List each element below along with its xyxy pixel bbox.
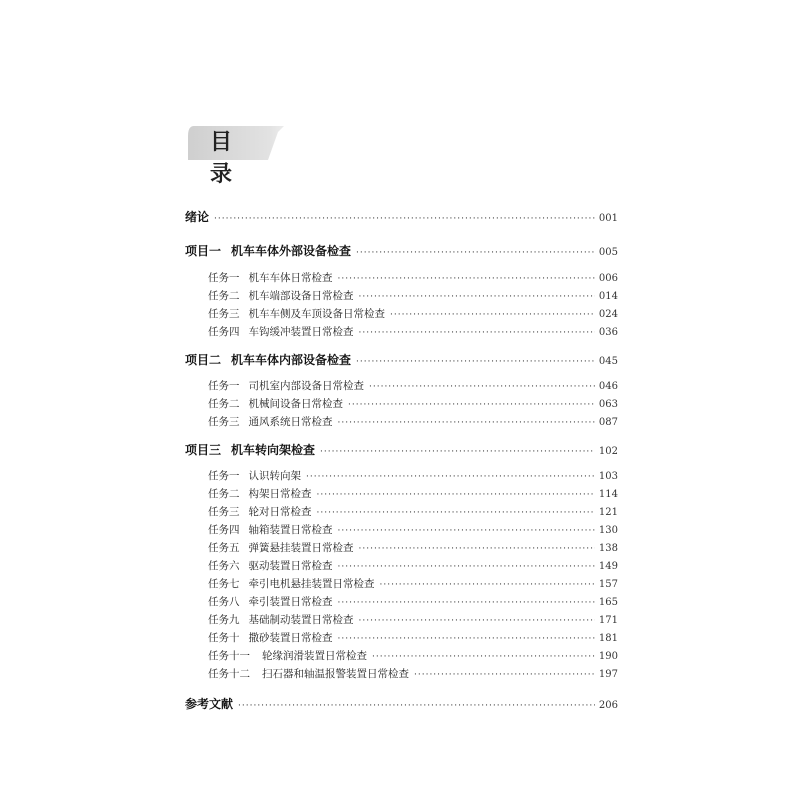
toc-task-entry bbox=[208, 540, 618, 555]
toc-leader-dots bbox=[380, 580, 595, 590]
toc-entry-title: 通风系统日常检查 bbox=[248, 416, 333, 428]
toc-entry-title: 轮对日常检查 bbox=[248, 506, 312, 518]
toc-entry-number: 任务二 bbox=[208, 398, 240, 410]
toc-page-number: 014 bbox=[598, 291, 618, 302]
toc-entry-title: 机车车侧及车顶设备日常检查 bbox=[248, 308, 385, 320]
toc-task-entry bbox=[208, 666, 618, 681]
toc-task-entry bbox=[208, 576, 618, 591]
toc-task-entry bbox=[208, 630, 618, 645]
toc-entry-number: 项目二 bbox=[185, 353, 222, 367]
toc-chapter-entry bbox=[185, 351, 618, 368]
toc-entry-label bbox=[185, 441, 315, 458]
toc-entry-number: 任务五 bbox=[208, 542, 240, 554]
toc-entry-number: 任务六 bbox=[208, 560, 240, 572]
toc-task-entry bbox=[208, 594, 618, 609]
toc-entry-title: 机车端部设备日常检查 bbox=[248, 290, 354, 302]
toc-entry-title: 牵引电机悬挂装置日常检查 bbox=[248, 578, 375, 590]
toc-page-number: 046 bbox=[598, 381, 618, 392]
toc-entry-number: 任务三 bbox=[208, 308, 240, 320]
toc-task-entry bbox=[208, 270, 618, 285]
toc-page-number: 103 bbox=[598, 471, 618, 482]
toc-page-number: 121 bbox=[598, 507, 618, 518]
toc-entry-label bbox=[208, 378, 364, 393]
toc-page-number: 063 bbox=[598, 399, 618, 410]
toc-page-number: 045 bbox=[598, 356, 618, 367]
toc-leader-dots bbox=[359, 616, 595, 626]
toc-entry-label bbox=[208, 468, 301, 483]
toc-entry-title: 牵引装置日常检查 bbox=[248, 596, 333, 608]
toc-task-entry bbox=[208, 648, 618, 663]
toc-entry-label bbox=[208, 504, 312, 519]
toc-entry-label bbox=[208, 288, 354, 303]
toc-leader-dots bbox=[356, 248, 595, 258]
toc-task-entry bbox=[208, 558, 618, 573]
toc-entry-label bbox=[185, 695, 233, 712]
toc-entry-number: 任务一 bbox=[208, 272, 240, 284]
toc-leader-dots bbox=[338, 598, 595, 608]
toc-page-number: 006 bbox=[598, 273, 618, 284]
toc-entry-title: 轴箱装置日常检查 bbox=[248, 524, 333, 536]
toc-page-number: 171 bbox=[598, 615, 618, 626]
toc-page-number: 165 bbox=[598, 597, 618, 608]
toc-task-entry bbox=[208, 288, 618, 303]
toc-entry-label bbox=[185, 208, 209, 225]
toc-task-entry bbox=[208, 522, 618, 537]
toc-leader-dots bbox=[338, 634, 595, 644]
toc-task-entry bbox=[208, 324, 618, 339]
toc-entry-label bbox=[185, 351, 351, 368]
toc-entry-number: 任务十一 bbox=[208, 650, 250, 662]
toc-entry-number: 任务三 bbox=[208, 416, 240, 428]
toc-page-number: 149 bbox=[598, 561, 618, 572]
toc-entry-label bbox=[208, 324, 354, 339]
toc-entry-label bbox=[208, 522, 333, 537]
toc-entry-title: 参考文献 bbox=[185, 697, 234, 711]
toc-entry-label bbox=[208, 486, 312, 501]
toc-entry-number: 任务二 bbox=[208, 488, 240, 500]
toc-page-number: 138 bbox=[598, 543, 618, 554]
toc-leader-dots bbox=[348, 400, 595, 410]
toc-entry-number: 任务九 bbox=[208, 614, 240, 626]
toc-entry-label bbox=[208, 594, 333, 609]
toc-leader-dots bbox=[338, 526, 595, 536]
toc-leader-dots bbox=[214, 214, 595, 224]
toc-entry-title: 机车车体日常检查 bbox=[248, 272, 333, 284]
toc-leader-dots bbox=[359, 544, 595, 554]
toc-page-number: 181 bbox=[598, 633, 618, 644]
toc-entry-number: 任务四 bbox=[208, 326, 240, 338]
toc-entry-title: 机车车体内部设备检查 bbox=[231, 353, 352, 367]
toc-leader-dots bbox=[359, 292, 595, 302]
toc-entry-title: 轮缘润滑装置日常检查 bbox=[262, 650, 367, 662]
toc-chapter-entry bbox=[185, 208, 618, 225]
toc-leader-dots bbox=[317, 508, 595, 518]
toc-leader-dots bbox=[414, 670, 595, 680]
toc-entry-title: 扫石器和轴温报警装置日常检查 bbox=[262, 668, 409, 680]
toc-leader-dots bbox=[338, 418, 595, 428]
toc-entry-label bbox=[208, 576, 375, 591]
toc-leader-dots bbox=[372, 652, 595, 662]
toc-entry-label bbox=[208, 396, 343, 411]
toc-page-number: 197 bbox=[598, 669, 618, 680]
toc-task-entry bbox=[208, 504, 618, 519]
toc-entry-title: 司机室内部设备日常检查 bbox=[248, 380, 364, 392]
toc-entry-label bbox=[208, 666, 409, 681]
toc-page-number: 102 bbox=[598, 446, 618, 457]
toc-entry-number: 项目三 bbox=[185, 443, 222, 457]
toc-entry-title: 车钩缓冲装置日常检查 bbox=[248, 326, 354, 338]
toc-task-entry bbox=[208, 468, 618, 483]
toc-leader-dots bbox=[338, 274, 595, 284]
toc-entry-number: 任务十二 bbox=[208, 668, 250, 680]
toc-task-entry bbox=[208, 306, 618, 321]
toc-entry-title: 机车转向架检查 bbox=[231, 443, 316, 457]
toc-entry-label bbox=[185, 242, 351, 259]
toc-entry-title: 弹簧悬挂装置日常检查 bbox=[248, 542, 354, 554]
page-title: 目 录 bbox=[210, 130, 245, 187]
toc-task-entry bbox=[208, 378, 618, 393]
toc-page-number: 114 bbox=[598, 489, 618, 500]
toc-page-number: 157 bbox=[598, 579, 618, 590]
toc-entry-number: 任务八 bbox=[208, 596, 240, 608]
toc-page-number: 024 bbox=[598, 309, 618, 320]
toc-leader-dots bbox=[356, 357, 595, 367]
toc-entry-number: 任务一 bbox=[208, 380, 240, 392]
toc-leader-dots bbox=[320, 447, 595, 457]
toc-entry-label bbox=[208, 414, 333, 429]
toc-leader-dots bbox=[317, 490, 595, 500]
toc-entry-title: 机械间设备日常检查 bbox=[248, 398, 343, 410]
toc-leader-dots bbox=[338, 562, 595, 572]
toc-entry-label bbox=[208, 558, 333, 573]
toc-page-number: 206 bbox=[598, 700, 618, 711]
toc-task-entry bbox=[208, 612, 618, 627]
toc-page-number: 190 bbox=[598, 651, 618, 662]
toc-entry-title: 撒砂装置日常检查 bbox=[248, 632, 333, 644]
toc-page-number: 036 bbox=[598, 327, 618, 338]
toc-entry-title: 机车车体外部设备检查 bbox=[231, 244, 352, 258]
toc-leader-dots bbox=[306, 472, 595, 482]
toc-entry-number: 任务七 bbox=[208, 578, 240, 590]
toc-task-entry bbox=[208, 396, 618, 411]
toc-entry-label bbox=[208, 630, 333, 645]
toc-entry-title: 绪论 bbox=[185, 210, 210, 224]
toc-entry-number: 任务十 bbox=[208, 632, 240, 644]
toc-page-number: 005 bbox=[598, 247, 618, 258]
toc-entry-number: 任务一 bbox=[208, 470, 240, 482]
toc-task-entry bbox=[208, 414, 618, 429]
toc-page-number: 130 bbox=[598, 525, 618, 536]
toc-entry-number: 任务二 bbox=[208, 290, 240, 302]
toc-page-number: 001 bbox=[598, 213, 618, 224]
toc-entry-label bbox=[208, 612, 354, 627]
toc-leader-dots bbox=[369, 382, 595, 392]
toc-chapter-entry bbox=[185, 242, 618, 259]
toc-task-entry bbox=[208, 486, 618, 501]
toc-entry-number: 项目一 bbox=[185, 244, 222, 258]
toc-leader-dots bbox=[359, 328, 595, 338]
toc-chapter-entry bbox=[185, 695, 618, 712]
toc-entry-title: 驱动装置日常检查 bbox=[248, 560, 333, 572]
toc-entry-number: 任务三 bbox=[208, 506, 240, 518]
toc-entry-label bbox=[208, 270, 333, 285]
toc-entry-title: 构架日常检查 bbox=[248, 488, 312, 500]
toc-entry-label bbox=[208, 540, 354, 555]
toc-entry-label bbox=[208, 648, 367, 663]
toc-entry-number: 任务四 bbox=[208, 524, 240, 536]
toc-page-number: 087 bbox=[598, 417, 618, 428]
toc-leader-dots bbox=[390, 310, 595, 320]
toc-leader-dots bbox=[238, 701, 595, 711]
toc-entry-title: 基础制动装置日常检查 bbox=[248, 614, 354, 626]
toc-entry-title: 认识转向架 bbox=[248, 470, 301, 482]
toc-entry-label bbox=[208, 306, 385, 321]
toc-chapter-entry bbox=[185, 441, 618, 458]
